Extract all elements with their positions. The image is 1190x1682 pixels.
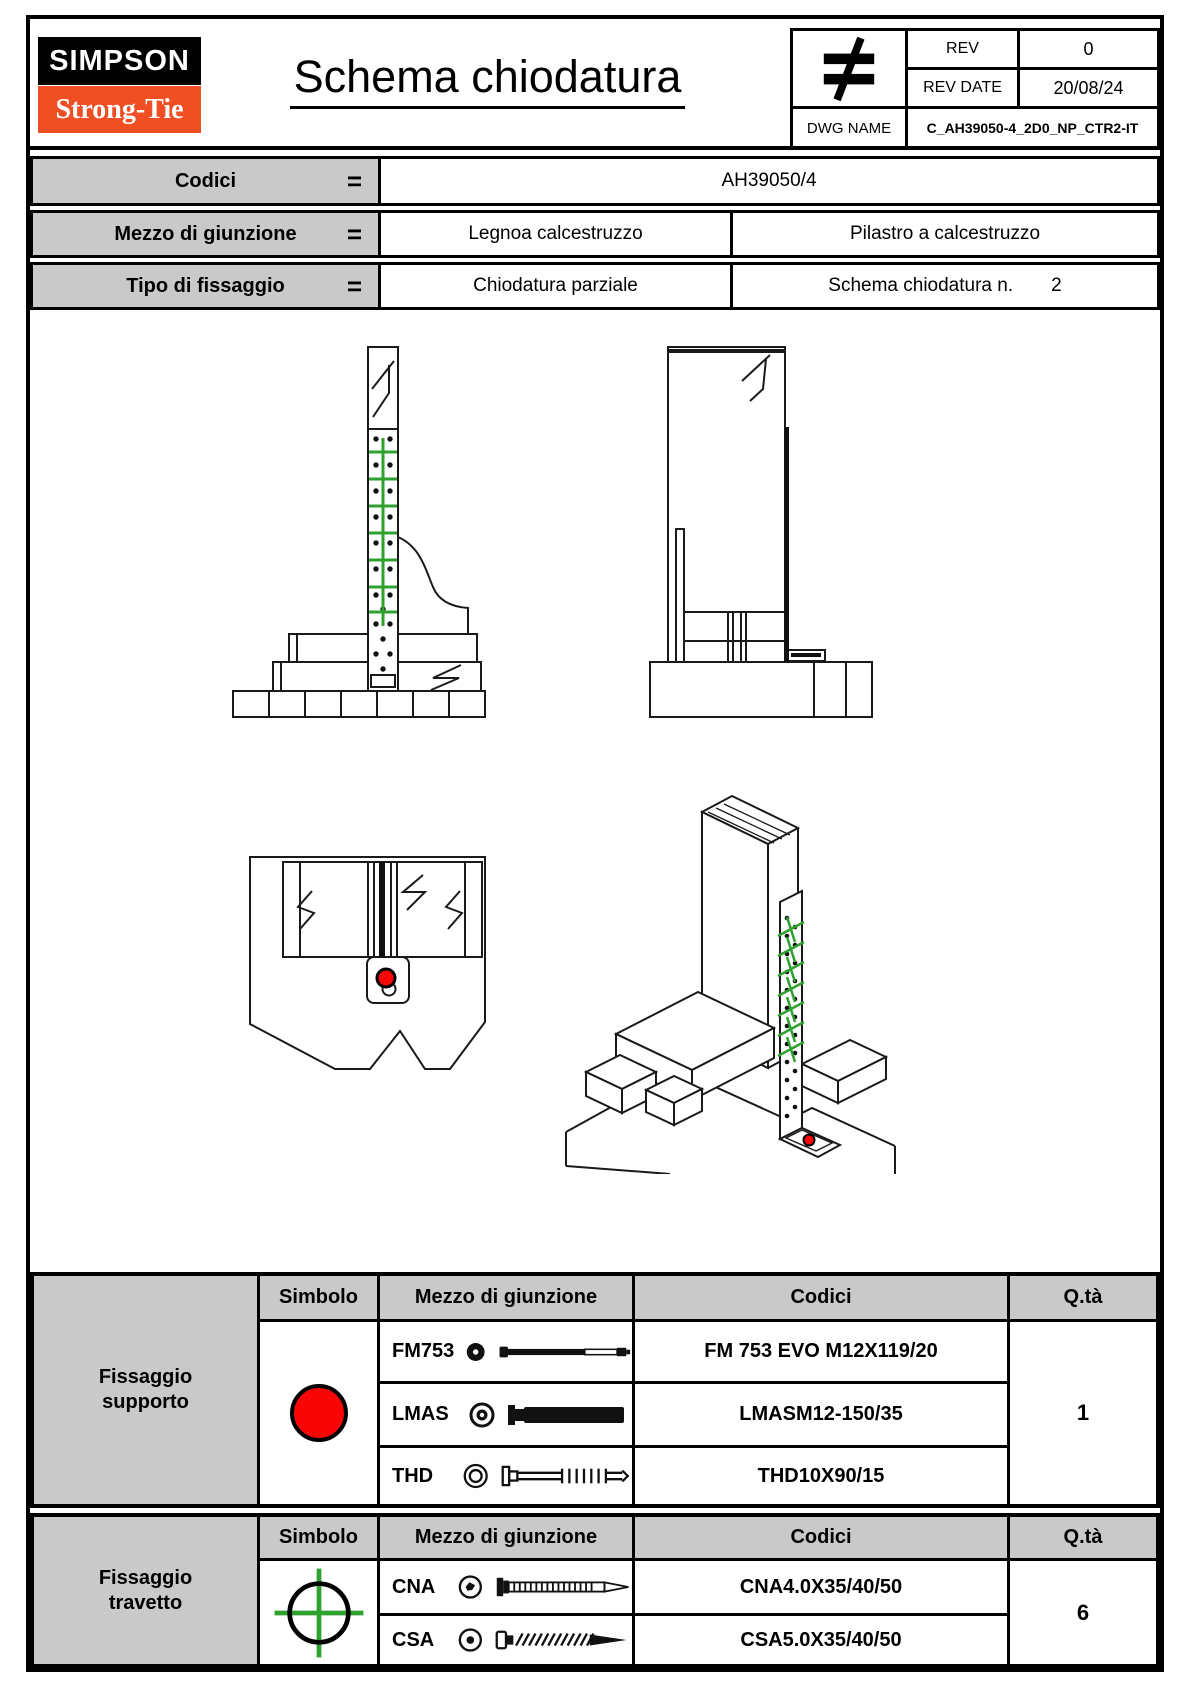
header-simbolo: Simbolo [260,1276,380,1322]
equals-sign: = [346,270,362,301]
code-cna: CNA4.0X35/40/50 [635,1561,1010,1616]
cna-end-view-icon [457,1573,484,1601]
info-row-codici [30,156,1160,206]
equals-sign: = [346,218,362,249]
info-label-codici [33,159,381,203]
thd-screw-icon [500,1462,632,1490]
revision-table [790,28,1160,150]
codici-value: AH39050/4 [721,170,817,191]
fm753-bolt-icon [498,1341,632,1363]
fastener-row-cna [380,1561,635,1616]
plan-view-drawing [220,779,510,1079]
projection-symbol-icon [793,31,908,109]
header-qty: Q.tà [1010,1276,1156,1322]
info-label-text: Codici [174,169,237,192]
header-mezzo-di-giunzione: Mezzo di giunzione [380,1517,635,1561]
mezzo-value-left: Legnoa calcestruzzo [381,213,733,255]
header-codici: Codici [635,1517,1010,1561]
dwg-name-label: DWG NAME [793,109,908,147]
qty-travetto: 6 [1010,1561,1156,1664]
code-thd: THD10X90/15 [635,1448,1010,1504]
header-mezzo-di-giunzione: Mezzo di giunzione [380,1276,635,1322]
code-lmas: LMASM12-150/35 [635,1384,1010,1448]
dwg-name-value: C_AH39050-4_2D0_NP_CTR2-IT [926,120,1139,136]
csa-screw-icon [494,1627,632,1653]
info-label-tipo [33,265,381,307]
fastener-name: CNA [392,1575,436,1598]
csa-end-view-icon [457,1626,484,1654]
side-view-drawing [620,319,880,719]
header-qty: Q.tà [1010,1517,1156,1561]
cna-nail-icon [494,1574,632,1600]
front-view-drawing [225,319,505,719]
info-label-text: Tipo di fissaggio [126,274,285,297]
fastener-row-csa [380,1616,635,1664]
qty-supporto: 1 [1010,1322,1156,1504]
row-label-fissaggio-supporto: Fissaggio supporto [34,1276,260,1504]
logo-strongtie-text: Strong-Tie [38,86,201,133]
header [30,19,1160,150]
rev-label: REV [908,31,1020,70]
fastener-row-fm753 [380,1322,635,1384]
simpson-strongtie-logo [38,37,201,133]
lmas-end-view-icon [468,1401,496,1429]
fastener-row-lmas [380,1384,635,1448]
code-csa: CSA5.0X35/40/50 [635,1616,1010,1664]
tipo-value-left: Chiodatura parziale [381,265,733,307]
header-codici: Codici [635,1276,1010,1322]
schema-n-label: Schema chiodatura n. [828,275,1014,296]
symbol-green-crosshair-icon [260,1561,380,1664]
header-simbolo: Simbolo [260,1517,380,1561]
fastener-table-supporto [30,1272,1160,1508]
fastener-name: CSA [392,1628,435,1651]
fm753-end-view-icon [464,1339,487,1365]
lmas-bolt-icon [506,1402,631,1428]
thd-end-view-icon [462,1461,489,1491]
isometric-view-drawing [550,734,900,1174]
mezzo-value-right: Pilastro a calcestruzzo [849,223,1041,244]
drawing-sheet [26,15,1164,1672]
rev-date-value: 20/08/24 [1020,70,1157,109]
fastener-name: LMAS [392,1403,449,1425]
info-row-mezzo [30,210,1160,258]
rev-value: 0 [1020,31,1157,70]
schema-n-value: 2 [1051,275,1062,296]
tipo-value-right [733,265,1157,307]
fastener-row-thd [380,1448,635,1504]
fastener-name: THD [392,1464,434,1487]
code-fm753: FM 753 EVO M12X119/20 [635,1322,1010,1384]
fastener-name: FM753 [392,1340,455,1362]
equals-sign: = [346,165,362,196]
symbol-red-circle-icon [260,1322,380,1504]
row-label-fissaggio-travetto: Fissaggio travetto [34,1517,260,1664]
logo-simpson-text: SIMPSON [38,37,201,85]
fastener-table-travetto [30,1513,1160,1668]
info-label-text: Mezzo di giunzione [114,222,297,245]
page-title: Schema chiodatura [205,51,770,103]
info-row-tipo [30,262,1160,310]
info-label-mezzo [33,213,381,255]
rev-date-label: REV DATE [908,70,1020,109]
